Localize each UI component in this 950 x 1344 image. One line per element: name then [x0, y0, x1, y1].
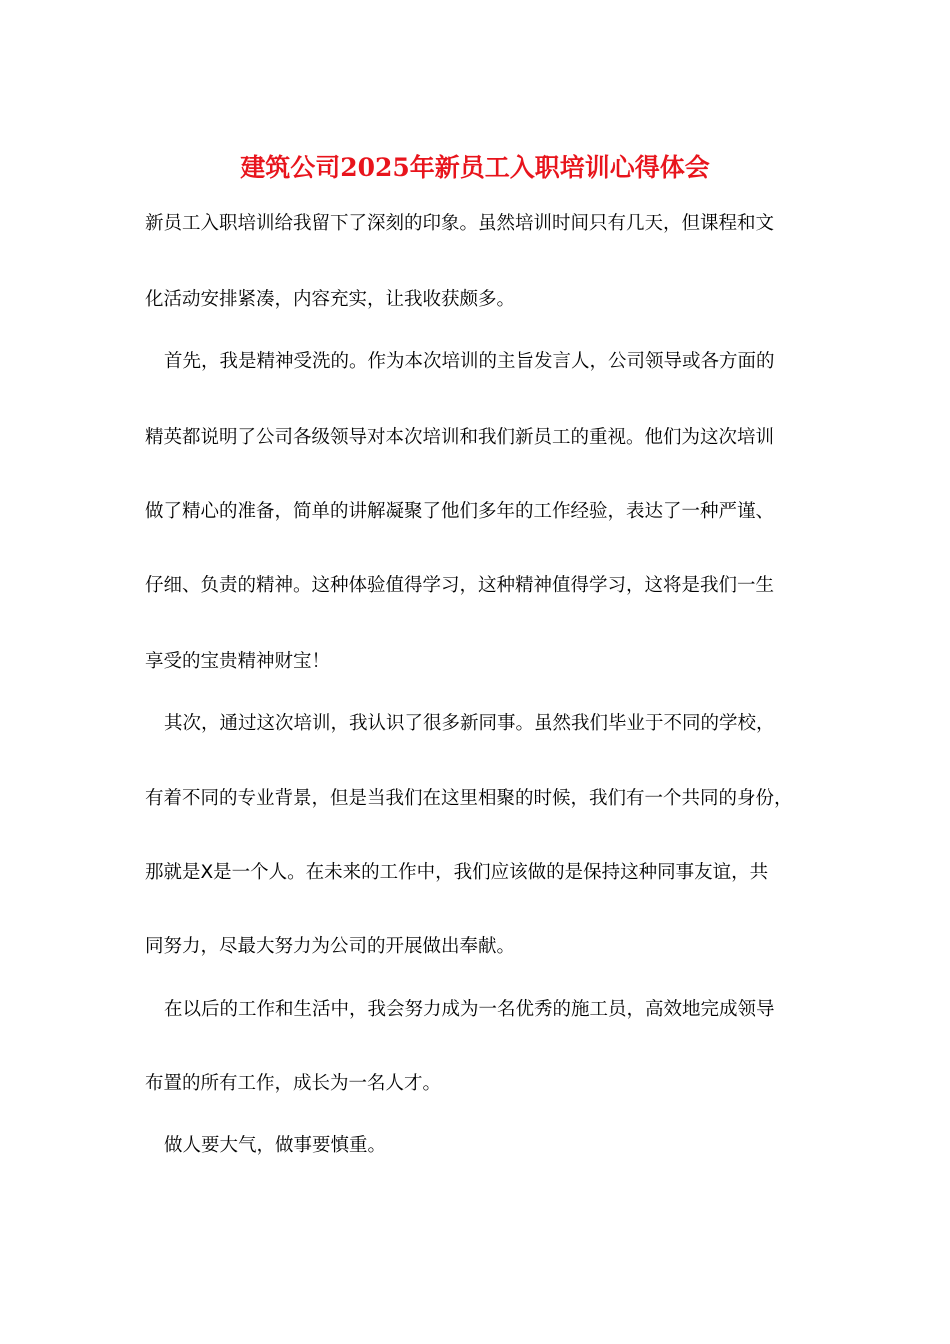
paragraph-2-line-4: 仔细、负责的精神。这种体验值得学习，这种精神值得学习，这将是我们一生 [145, 575, 775, 596]
document-title: 建筑公司2025年新员工入职培训心得体会 [240, 153, 710, 182]
paragraph-3-line-2: 有着不同的专业背景，但是当我们在这里相聚的时候，我们有一个共同的身份， [145, 788, 793, 809]
paragraph-1-line-1: 新员工入职培训给我留下了深刻的印象。虽然培训时间只有几天，但课程和文 [145, 213, 775, 234]
paragraph-2-line-5: 享受的宝贵精神财宝！ [145, 651, 331, 672]
paragraph-2-line-2: 精英都说明了公司各级领导对本次培训和我们新员工的重视。他们为这次培训 [145, 427, 775, 448]
paragraph-3-line-3: 那就是X是一个人。在未来的工作中，我们应该做的是保持这种同事友谊，共 [145, 862, 769, 883]
paragraph-3-line-4: 同努力，尽最大努力为公司的开展做出奉献。 [145, 936, 516, 957]
paragraph-4-line-1: 在以后的工作和生活中，我会努力成为一名优秀的施工员，高效地完成领导 [164, 999, 775, 1020]
paragraph-3-line-1: 其次，通过这次培训，我认识了很多新同事。虽然我们毕业于不同的学校， [164, 713, 775, 734]
paragraph-2-line-3: 做了精心的准备，简单的讲解凝聚了他们多年的工作经验，表达了一种严谨、 [145, 501, 775, 522]
paragraph-5-line-1: 做人要大气，做事要慎重。 [164, 1135, 387, 1156]
paragraph-2-line-1: 首先，我是精神受洗的。作为本次培训的主旨发言人，公司领导或各方面的 [164, 351, 775, 372]
paragraph-4-line-2: 布置的所有工作，成长为一名人才。 [145, 1073, 442, 1094]
paragraph-1-line-2: 化活动安排紧凑，内容充实，让我收获颇多。 [145, 289, 516, 310]
